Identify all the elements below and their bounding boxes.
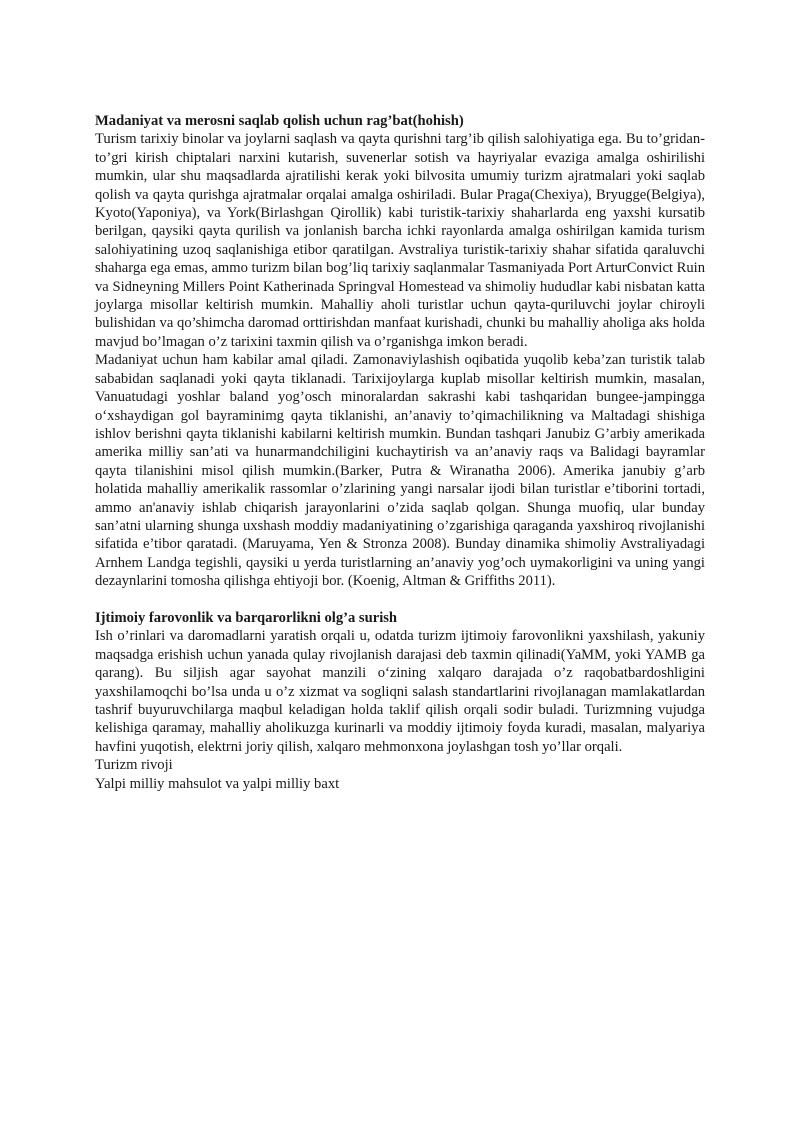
paragraph-culture-revival: Madaniyat uchun ham kabilar amal qiladi. Zamonaviylashish oqibatida yuqolib keba’zan turistik talab sababidan saqlanadi yoki qayta tiklanadi. Tarixijoylarga kuplab misollar keltirish mumkin, masalan, Vanuatudagi yoshlar baland yog’osch minoralardan sakrashi kabi tashqaridan bungee-jampingga o‘xshaydigan gol bayraminimg qayta tiklanishi, an’anaviy to’qimachilikning va Maltadagi shishiga ishlov berishni qayta tiklanishi kabilarni keltirish mumkin. Bundan tashqari Janubiz G’arbiy amerikada amerika milliy san’ati va hunarmandchiligini kuchaytirish va an’anaviy raqs va Balidagi bayramlar qayta tilanishini misol qilish mumkin.(Barker, Putra & Wiranatha 2006). Amerika janubiy g’arb holatida mahalliy amerikalik rassomlar o’zlarining yangi narsalar ijodi bilan turistlar e’tiborini tortadi, ammo an'anaviy ishlab chiqarish jarayonlarini o’zida saqlab qolgan. Shunga muofiq, ular bunday san’atni ularning shunga uxshash moddiy madaniyatining o’zgarishiga qaraganda yaxshiroq rivojlanishi sifatida e’tibor qaratadi. (Maruyama, Yen & Stronza 2008). Bunday dinamika shimoliy Avstraliyadagi Arnhem Landga tegishli, qaysiki u yerda turistlarning an’anaviy yog’och uymakorligini va uning yangi dezaynlarini tomosha qilishga ehtiyoji bor. (Koenig, Altman & Griffiths 2011).	[95, 352, 705, 590]
paragraph-heritage-tourism: Turism tarixiy binolar va joylarni saqlash va qayta qurishni targ’ib qilish salohiyatiga ega. Bu to’gridan-to’gri kirish chiptalari narxini kutarish, suvenerlar sotish va hayriyalar evaziga amalga oshirilishi mumkin, ular shu maqsadlarda ajratilishi kerak yoki bilvosita umumiy turizm ajratmalari yoki saqlab qolish va qayta qurishga ajratmalar orqalai amalga oshiriladi. Bular Praga(Chexiya), Bryugge(Belgiya), Kyoto(Yaponiya), va York(Birlashgan Qirollik) kabi turistik-tarixiy shaharlarda eng yaxshi kursatib berilgan, qaysiki qayta qurilish va jonlanish barcha ichki rayonlarda amalga oshirilgan kamida turism salohiyatining uzoq saqlanishiga etibor qaratilgan. Avstraliya turistik-tarixiy shahar sifatida qaraluvchi shaharga ega emas, ammo turizm bilan bog’liq tarixiy saqlanmalar Tasmaniyada Port ArturConvict Ruin va Sidneyning Millers Point Katherinada Springval Homestead va shimoliy hududlar kabi nisbatan katta joylarga misollar keltirish mumkin. Mahalliy aholi turistlar uchun qayta-quriluvchi joylar chiroyli bulishidan va qo’shimcha daromad orttirishdan manfaat kurishadi, chunki bu mahalliy aholiga aks holda mavjud bo’lmagan o’z tarixini taxmin qilish va o’rganishga imkon beradi.	[95, 131, 706, 350]
document-page	[95, 112, 705, 793]
paragraph-social-welfare: Ish o’rinlari va daromadlarni yaratish orqali u, odatda turizm ijtimoiy farovonlikni yaxshilash, yakuniy maqsadga erishish uchun yanada qulay rivojlanish darajasi deb taxmin qilinadi(YaMM, yoki YAMB ga qarang). Bu siljish agar sayohat manzili o‘zining xalqaro darajada o’z raqobatbardoshligini yaxshilamoqchi bo’lsa unda u o’z xizmat va sogliqni salash standartlarini rivojlanagan mamlakatlardan tashrif buyuruvchilarga maqbul keladigan holda taklif qilish orqali sodir buladi. Turizmning vujudga kelishiga qaramay, mahalliy aholikuzga kurinarli va moddiy ijtimoiy foyda kuradi, masalan, malyariya havfini yuqotish, elektrni joriy qilish, xalqaro mehmonxona joylashgan tosh yo’llar orqali.	[95, 628, 705, 755]
text-line-gnp-gnh: Yalpi milliy mahsulot va yalpi milliy baxt	[95, 775, 340, 792]
section-heading-welfare: Ijtimoiy farovonlik va barqarorlikni olg’a surish	[95, 609, 398, 626]
paragraph-spacer	[95, 591, 705, 609]
text-line-tourism-development: Turizm rivoji	[95, 757, 173, 774]
section-heading-heritage: Madaniyat va merosni saqlab qolish uchun rag’bat(hohish)	[95, 113, 464, 129]
